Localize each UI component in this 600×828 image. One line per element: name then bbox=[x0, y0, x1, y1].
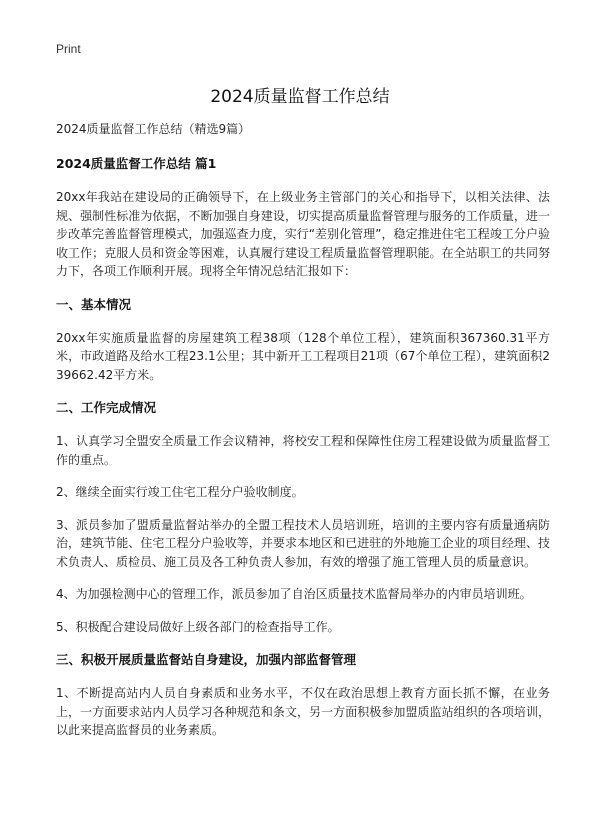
document-body bbox=[56, 120, 550, 754]
list-item: 2、继续全面实行竣工住宅工程分户验收制度。 bbox=[56, 485, 304, 499]
list-item: 4、为加强检测中心的管理工作，派员参加了自治区质量技术监督局举办的内审员培训班。 bbox=[56, 587, 532, 601]
list-item: 1、认真学习全盟安全质量工作会议精神，将校安工程和保障性住房工程建设做为质量监督工作的重点。 bbox=[56, 434, 550, 467]
section-heading-work: 二、工作完成情况 bbox=[56, 400, 157, 415]
list-item: 3、派员参加了盟质量监督站举办的全盟工程技术人员培训班，培训的主要内容有质量通病防治，建筑节能、住宅工程分户验收等，并要求本地区和已进驻的外地施工企业的项目经理、技术负责人、质检员、施工员及各工种负责人参加，有效的增强了施工管理人员的质量意识。 bbox=[56, 517, 550, 569]
list-item: 5、积极配合建设局做好上级各部门的检查指导工作。 bbox=[56, 619, 340, 634]
document-title: 2024质量监督工作总结 bbox=[210, 87, 390, 107]
document-subtitle: 2024质量监督工作总结（精选9篇） bbox=[56, 122, 251, 136]
section-heading-basic: 一、基本情况 bbox=[56, 296, 132, 312]
article-heading: 2024质量监督工作总结 篇1 bbox=[56, 156, 217, 171]
print-link[interactable]: Print bbox=[56, 42, 81, 56]
section-paragraph-basic: 20xx年实施质量监督的房屋建筑工程38项（128个单位工程），建筑面积367360.31平方米，市政道路及给水工程23.1公里；其中新开工工程项目21项（67个单位工程），建筑面积239662.42平方米。 bbox=[56, 330, 550, 382]
intro-paragraph: 20xx年我站在建设局的正确领导下，在上级业务主管部门的关心和指导下，以相关法律、法规、强制性标准为依据，不断加强自身建设，切实提高质量监督管理与服务的工作质量，进一步改革完善监督管理模式，加强巡查力度，实行“差别化管理”，稳定推进住宅工程竣工分户验收工作；克服人员和资金等困难，认真履行建设工程质量监督管理职能。在全站职工的共同努力下，各项工作顺利开展。现将全年情况总结汇报如下： bbox=[56, 190, 550, 278]
section-heading-self-building: 三、积极开展质量监督站自身建设，加强内部监督管理 bbox=[56, 652, 357, 667]
list-item: 1、不断提高站内人员自身素质和业务水平，不仅在政治思想上教育方面长抓不懈，在业务上，一方面要求站内人员学习各种规范和条文，另一方面积极参加盟质监站组织的各项培训，以此来提高监督员的业务素质。 bbox=[56, 686, 550, 737]
